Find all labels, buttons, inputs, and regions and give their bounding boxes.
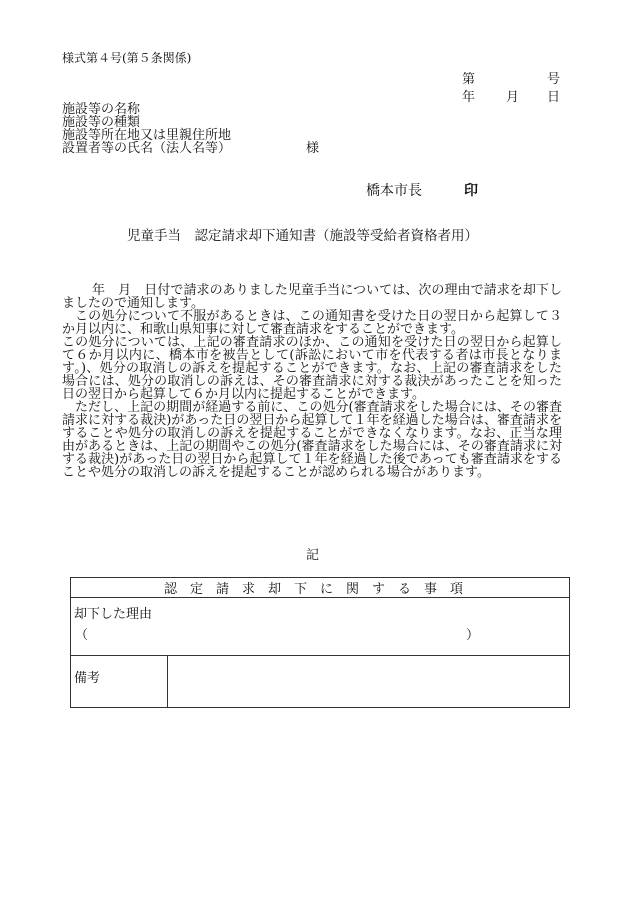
facility-address-label: 施設等所在地又は里親住所地 (62, 128, 232, 143)
paragraph-3: この処分については、上記の審査請求のほか、この通知を受けた日の翌日から起算して６か月以内に、橋本市を被告として(訴訟において市を代表する者は市長となります。)、処分の取消しの訴えを提起することができます。なお、上記の審査請求をした場合には、処分の取消しの訴えは、その審査請求に対する裁決があったことを知った日の翌日から起算して６か月以内に提起することができます。 (62, 335, 562, 402)
ki-marker: 記 (306, 548, 320, 563)
paragraph-1: 年 月 日付で請求のありました児童手当については、次の理由で請求を却下しましたので通知します。 (62, 283, 562, 311)
form-number: 様式第４号(第５条関係) (62, 51, 192, 65)
paren-close: ） (466, 628, 480, 643)
facility-name-label: 施設等の名称 (62, 102, 141, 117)
seal-mark: 印 (464, 183, 478, 199)
remarks-value-cell (168, 656, 570, 708)
reason-label: 却下した理由 (74, 607, 153, 622)
paragraph-4: ただし、上記の期間が経過する前に、この処分(審査請求をした場合には、その審査請求に対する裁決)があった日の翌日から起算して１年を経過した場合は、審査請求をすることや処分の取消しの訴えを提起することができなくなります。なお、正当な理由があるときは、上記の期間やこの処分(審査請求をした場合には、その審査請求に対する裁決)があった日の翌日から起算して１年を経過した後であっても審査請求をすることや処分の取消しの訴えを提起することが認められる場合があります。 (62, 400, 562, 480)
founder-name-label: 設置者等の氏名（法人名等） (62, 141, 232, 156)
date-year: 年 (462, 90, 476, 105)
paren-open: （ (75, 628, 89, 643)
doc-number-suffix: 号 (547, 72, 561, 87)
record-table (70, 577, 570, 708)
paragraph-2: この処分について不服があるときは、この通知書を受けた日の翌日から起算して３か月以内に、和歌山県知事に対して審査請求をすることができます。 (62, 309, 562, 337)
body-text (62, 284, 562, 479)
reason-cell (71, 598, 570, 656)
remarks-label: 備考 (74, 671, 101, 686)
document-title: 児童手当 認定請求却下通知書（施設等受給者資格者用） (127, 228, 478, 244)
doc-number-label: 第 (462, 72, 476, 87)
facility-type-label: 施設等の種類 (62, 115, 141, 130)
issuer-name: 橋本市長 (366, 183, 422, 199)
remarks-label-cell (71, 656, 168, 708)
table-header: 認定請求却下に関する事項 (163, 582, 476, 597)
table-header-cell (71, 578, 570, 598)
honorific: 様 (306, 141, 320, 156)
date-month: 月 (506, 90, 520, 105)
date-day: 日 (547, 90, 561, 105)
